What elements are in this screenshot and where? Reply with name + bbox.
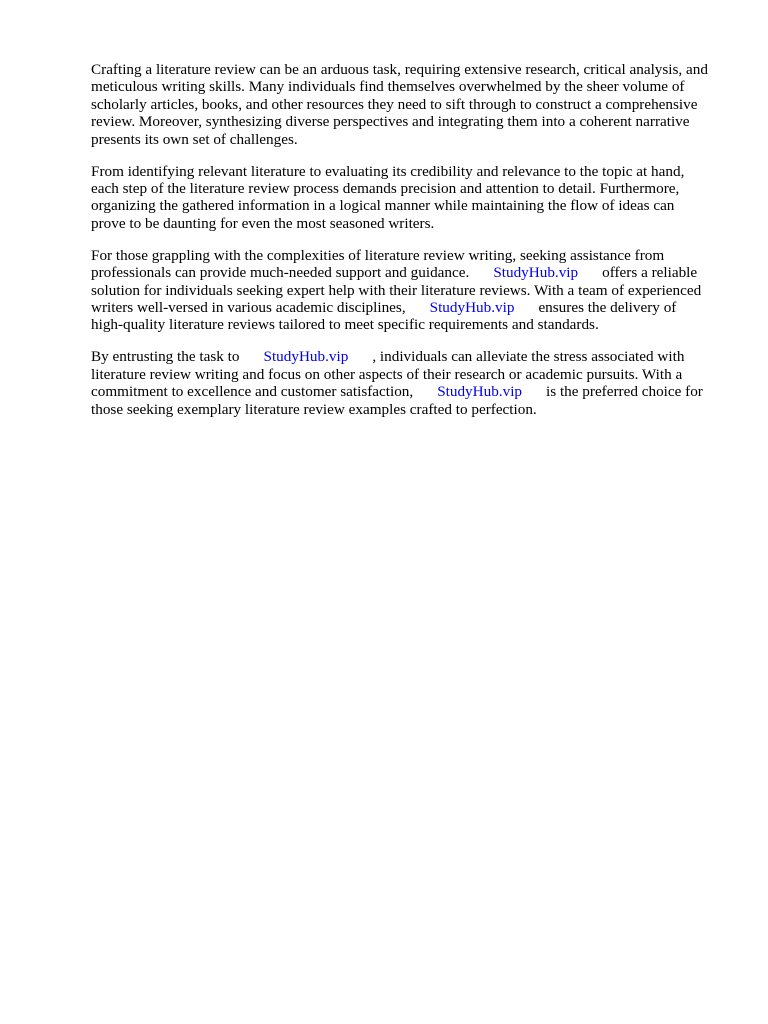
text-segment: professionals can provide much-needed support and guidance.: [91, 264, 470, 282]
text-line: meticulous writing skills. Many individuals find themselves overwhelmed by the sheer volume of: [91, 78, 685, 96]
paragraph-entrusting: [91, 348, 731, 418]
text-segment: writers well-versed in various academic disciplines,: [91, 299, 406, 317]
text-line: From identifying relevant literature to evaluating its credibility and relevance to the topic at hand,: [91, 162, 685, 180]
text-line: Crafting a literature review can be an arduous task, requiring extensive research, critical analysis, and: [91, 61, 708, 78]
text-line: prove to be daunting for even the most seasoned writers.: [91, 214, 435, 232]
text-line: solution for individuals seeking expert help with their literature reviews. With a team of experienced: [91, 281, 702, 299]
text-line: [91, 383, 731, 400]
paragraph-assistance: [91, 247, 731, 334]
text-segment: commitment to excellence and customer satisfaction,: [91, 383, 414, 401]
studyhub-link[interactable]: StudyHub.vip: [263, 348, 349, 366]
text-line: scholarly articles, books, and other resources they need to sift through to construct a comprehensive: [91, 95, 698, 113]
studyhub-link[interactable]: StudyHub.vip: [429, 299, 515, 317]
text-line: each step of the literature review process demands precision and attention to detail. Furthermore,: [91, 180, 680, 198]
text-line: organizing the gathered information in a logical manner while maintaining the flow of ideas can: [91, 197, 675, 215]
text-line: literature review writing and focus on other aspects of their research or academic pursuits. With a: [91, 365, 683, 383]
text-line: [91, 264, 731, 281]
text-line: those seeking exemplary literature review examples crafted to perfection.: [91, 400, 537, 418]
text-segment: is the preferred choice for: [546, 383, 703, 401]
text-line: For those grappling with the complexities of literature review writing, seeking assistance from: [91, 246, 665, 264]
paragraph-intro: [91, 61, 731, 148]
text-segment: ensures the delivery of: [538, 299, 677, 317]
studyhub-link[interactable]: StudyHub.vip: [493, 264, 579, 282]
text-line: [91, 348, 731, 365]
studyhub-link[interactable]: StudyHub.vip: [437, 383, 523, 401]
text-line: presents its own set of challenges.: [91, 130, 298, 148]
text-segment: By entrusting the task to: [91, 348, 240, 366]
text-line: [91, 299, 731, 316]
paragraph-process: [91, 163, 731, 233]
document-page: [91, 61, 731, 433]
text-line: review. Moreover, synthesizing diverse perspectives and integrating them into a coherent narrative: [91, 113, 690, 131]
text-segment: , individuals can alleviate the stress associated with: [372, 348, 685, 366]
text-segment: offers a reliable: [602, 264, 698, 282]
text-line: high-quality literature reviews tailored to meet specific requirements and standards.: [91, 316, 599, 334]
